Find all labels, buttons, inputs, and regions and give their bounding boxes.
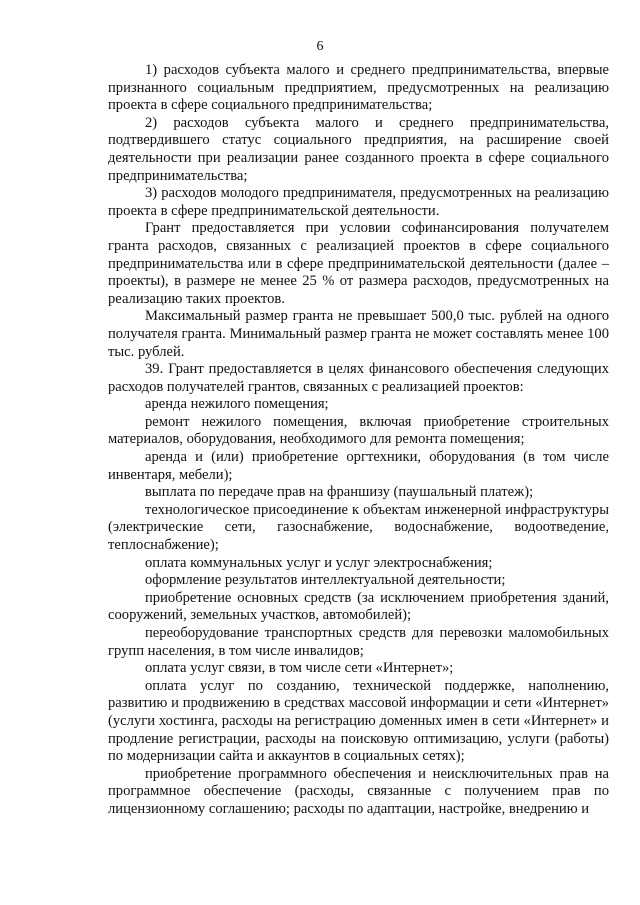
expense-item: ремонт нежилого помещения, включая приобретение строительных материалов, оборудования, необходимого для ремонта помещения; [108, 413, 609, 448]
expense-item: оплата услуг связи, в том числе сети «Интернет»; [145, 660, 454, 677]
paragraph-grant-size: Максимальный размер гранта не превышает 500,0 тыс. рублей на одного получателя гранта. Минимальный размер гранта не может составлять менее 100 тыс. рублей. [108, 308, 609, 360]
expense-item: технологическое присоединение к объектам инженерной инфраструктуры (электрические сети, газоснабжение, водоснабжение, водоотведение, теплоснабжение); [108, 501, 609, 554]
paragraph-cofinancing: Грант предоставляется при условии софинансирования получателем гранта расходов, связанных с реализацией проектов в сфере социального предпринимательства или в сфере предпринимательской деятельности (далее – проекты), в размере не менее 25 % от размера расходов, предусмотренных на реализацию таких проектов. [108, 220, 609, 307]
document-body [108, 62, 609, 819]
expense-item: приобретение программного обеспечения и неисключительных прав на программное обеспечение (расходы, связанные с получением прав по лицензионному соглашению; расходы по адаптации, настройке, внедрению и [108, 765, 609, 817]
expense-item: оплата коммунальных услуг и услуг электроснабжения; [145, 554, 493, 571]
paragraph-item-3: 3) расходов молодого предпринимателя, предусмотренных на реализацию проекта в сфере предпринимательской деятельности. [108, 185, 609, 219]
expense-item: выплата по передаче прав на франшизу (паушальный платеж); [145, 484, 534, 501]
expense-item: оформление результатов интеллектуальной деятельности; [145, 572, 506, 589]
paragraph-section-39: 39. Грант предоставляется в целях финансового обеспечения следующих расходов получателей грантов, связанных с реализацией проектов: [108, 361, 609, 395]
page-number: 6 [316, 39, 324, 54]
paragraph-item-1: 1) расходов субъекта малого и среднего предпринимательства, впервые признанного социальным предприятием, предусмотренных на реализацию проекта в сфере социального предпринимательства; [108, 62, 609, 114]
expense-item: переоборудование транспортных средств для перевозки маломобильных групп населения, в том числе инвалидов; [108, 625, 609, 659]
expense-item: аренда нежилого помещения; [145, 396, 329, 413]
paragraph-item-2: 2) расходов субъекта малого и среднего предпринимательства, подтвердившего статус социального предприятия, на расширение своей деятельности при реализации ранее созданного проекта в сфере социального предпринимательства; [108, 114, 609, 184]
expense-item: приобретение основных средств (за исключением приобретения зданий, сооружений, земельных участков, автомобилей); [108, 589, 609, 624]
expense-item: оплата услуг по созданию, технической поддержке, наполнению, развитию и продвижению в средствах массовой информации и сети «Интернет» (услуги хостинга, расходы на регистрацию доменных имен в сети «Интернет» и продление регистрации, расходы на поисковую оптимизацию, услуги (работы) по модернизации сайта и аккаунтов в социальных сетях); [108, 677, 609, 765]
expense-item: аренда и (или) приобретение оргтехники, оборудования (в том числе инвентаря, мебели); [108, 449, 609, 483]
